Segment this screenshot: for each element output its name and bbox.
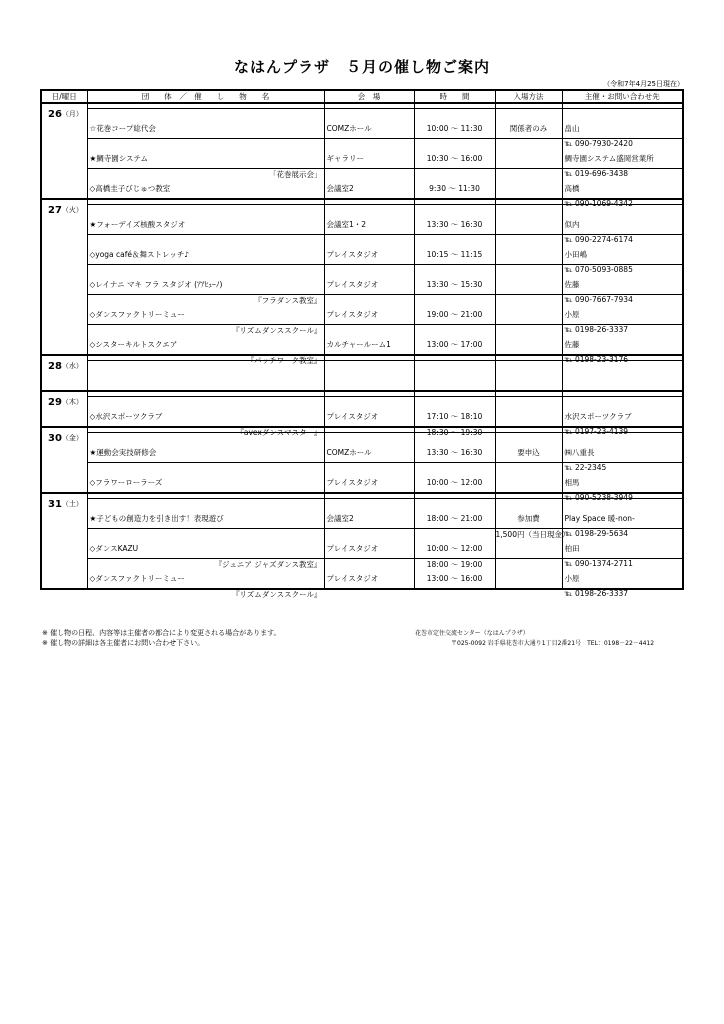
venue-cell	[324, 109, 414, 139]
event-cell	[87, 559, 324, 599]
event-entry: 関係者のみ	[509, 124, 548, 133]
contact-phone: ℡ 0197-23-4139	[564, 427, 629, 436]
day-cell	[41, 103, 87, 199]
header-entry: 入場方法	[495, 90, 562, 103]
contact-cell	[562, 295, 683, 334]
event-cell	[87, 109, 324, 139]
event-time: 13:00 ～ 17:00	[426, 340, 483, 349]
event-name: ◇ダンスKAZU	[89, 544, 139, 553]
event-venue: プレイスタジオ	[326, 280, 379, 289]
venue-cell	[324, 235, 414, 265]
time-cell	[414, 295, 495, 325]
contact-name: 佐藤	[564, 280, 580, 289]
time-cell	[414, 463, 495, 494]
event-venue: 会議室2	[326, 184, 354, 193]
schedule-table	[40, 89, 684, 599]
event-cell	[87, 463, 324, 494]
contact-name: 相馬	[564, 478, 580, 487]
time-cell	[414, 433, 495, 463]
page-title: なはんプラザ ５月の催し物ご案内	[233, 58, 490, 76]
event-time: 10:15 ～ 11:15	[426, 250, 483, 259]
contact-name: 小原	[564, 574, 580, 583]
footer-note-1: ※ 催し物の日程、内容等は主催者の都合により変更される場合があります。	[42, 629, 281, 637]
contact-name: 小原	[564, 310, 580, 319]
entry-cell	[495, 139, 562, 169]
contact-phone: ℡ 019-696-3438	[564, 169, 629, 178]
date-note: （令和7年4月25日現在）	[603, 80, 684, 88]
venue-cell	[324, 463, 414, 494]
entry-cell	[495, 325, 562, 356]
venue-cell	[324, 139, 414, 169]
event-entry: 要申込	[517, 448, 540, 457]
event-cell	[87, 235, 324, 265]
table-row	[41, 529, 683, 559]
event-name: ◇ダンスファクトリーミュー	[89, 310, 185, 319]
day-cell	[41, 493, 87, 589]
table-row	[41, 169, 683, 200]
day-cell	[41, 199, 87, 355]
contact-cell	[562, 433, 683, 472]
day-cell	[41, 355, 87, 391]
venue-cell	[324, 499, 414, 529]
event-cell	[87, 325, 324, 365]
table-row	[41, 139, 683, 169]
entry-cell	[495, 529, 570, 559]
contact-cell	[562, 463, 683, 502]
entry-cell	[495, 559, 562, 590]
event-name: ◇レイナニ マキ フラ スタジオ (ｱｱﾋｪｰﾉ)	[89, 280, 223, 289]
day-of-week: （土）	[61, 500, 83, 508]
header-contact: 主催・お問い合わせ先	[562, 90, 683, 103]
event-time: 10:00 ～ 12:00	[426, 478, 483, 487]
table-row	[41, 295, 683, 325]
event-time: 10:30 ～ 16:00	[426, 154, 483, 163]
contact-phone: ℡ 0198-26-3337	[564, 325, 629, 334]
event-cell	[87, 433, 324, 463]
event-venue: カルチャールーム1	[326, 340, 391, 349]
entry-cell	[495, 463, 562, 494]
contact-name: 佐藤	[564, 340, 580, 349]
event-subtitle: 『リズムダンススクール』	[231, 590, 322, 599]
event-venue: プレイスタジオ	[326, 544, 379, 553]
header-venue: 会 場	[324, 90, 414, 103]
event-time-2: 18:30 ～ 19:30	[426, 428, 483, 437]
event-venue: COMZホール	[326, 124, 372, 133]
table-row	[41, 433, 683, 463]
event-venue: 会議室2	[326, 514, 354, 523]
event-name: ★運動会実技研修会	[89, 448, 157, 457]
contact-phone: ℡ 090-1069-4342	[564, 199, 633, 208]
table-row	[41, 397, 683, 428]
contact-phone: ℡ 22-2345	[564, 463, 607, 472]
table-row	[41, 205, 683, 235]
contact-phone: ℡ 090-1374-2711	[564, 559, 633, 568]
event-time: 9:30 ～ 11:30	[429, 184, 480, 193]
venue-cell	[324, 295, 414, 325]
event-venue: プレイスタジオ	[326, 574, 379, 583]
day-number: 26	[48, 109, 62, 120]
event-subtitle: 『ジュニア ジャズダンス教室』	[214, 560, 322, 569]
header-time: 時 間	[414, 90, 495, 103]
contact-name: 似内	[564, 220, 580, 229]
event-venue: プレイスタジオ	[326, 412, 379, 421]
contact-phone: ℡ 0198-26-3337	[564, 589, 629, 598]
time-cell	[414, 139, 495, 169]
time-cell	[414, 235, 495, 265]
contact-name: ㈱八重長	[564, 448, 595, 457]
contact-name: 畠山	[564, 124, 580, 133]
header-event: 団 体 ／ 催 し 物 名	[87, 90, 324, 103]
contact-cell	[562, 529, 683, 568]
event-time: 19:00 ～ 21:00	[426, 310, 483, 319]
contact-phone: ℡ 090-7930-2420	[564, 139, 633, 148]
event-time: 18:00 ～ 21:00	[426, 514, 483, 523]
event-venue: プレイスタジオ	[326, 250, 379, 259]
event-cell	[87, 295, 324, 335]
event-name: ★子どもの創造力を引き出す！表現遊び	[89, 514, 224, 523]
venue-cell	[324, 559, 414, 590]
event-entry-note: 1,500円（当日現金）	[495, 530, 570, 539]
time-cell	[414, 169, 495, 200]
contact-cell	[562, 139, 683, 178]
event-venue: ギャラリー	[326, 154, 364, 163]
day-of-week: （月）	[61, 110, 83, 118]
footer-address: 〒025-0092 岩手県花巻市大通り1丁目2番21号 TEL：0198－22－4412	[451, 640, 655, 647]
event-time: 17:10 ～ 18:10	[426, 412, 483, 421]
event-venue: 会議室1・2	[326, 220, 367, 229]
contact-cell	[562, 205, 683, 244]
event-subtitle: 『リズムダンススクール』	[231, 326, 322, 335]
event-subtitle: 「花巻展示会」	[269, 170, 322, 179]
contact-phone: ℡ 090-5238-3949	[564, 493, 633, 502]
event-cell	[87, 529, 324, 569]
entry-cell	[495, 205, 562, 235]
event-venue: プレイスタジオ	[326, 478, 379, 487]
contact-cell	[562, 235, 683, 274]
event-venue: プレイスタジオ	[326, 310, 379, 319]
event-venue: COMZホール	[326, 448, 372, 457]
time-cell	[414, 529, 495, 569]
event-name: ◇シスターキルトスクエア	[89, 340, 178, 349]
contact-phone: ℡ 090-2274-6174	[564, 235, 633, 244]
table-row	[41, 109, 683, 139]
event-name: ◇水沢スポーツクラブ	[89, 412, 163, 421]
event-entry: 参加費	[517, 514, 540, 523]
header-row	[41, 90, 683, 103]
venue-cell	[324, 169, 414, 200]
event-subtitle: 『avexダンスマスター』	[236, 428, 322, 437]
event-time-2: 18:00 ～ 19:00	[426, 560, 483, 569]
time-cell	[414, 109, 495, 139]
day-of-week: （火）	[61, 206, 83, 214]
contact-cell	[562, 559, 683, 598]
entry-cell	[495, 433, 562, 463]
event-name: ★フォーデイズ核酸スタジオ	[89, 220, 186, 229]
event-cell	[87, 265, 324, 305]
event-time: 13:00 ～ 16:00	[426, 574, 483, 583]
contact-cell	[562, 109, 683, 148]
event-name: ◇yoga café＆舞ストレッチ♪	[89, 250, 190, 259]
event-time: 13:30 ～ 15:30	[426, 280, 483, 289]
footer-note-2: ※ 催し物の詳細は各主催者にお問い合わせ下さい。	[42, 639, 205, 647]
day-number: 27	[48, 205, 62, 216]
entry-cell	[495, 169, 562, 200]
day-of-week: （水）	[61, 362, 83, 370]
header-date: 日/曜日	[41, 90, 87, 103]
contact-name: 柏田	[564, 544, 580, 553]
contact-phone: ℡ 0198-29-5634	[564, 529, 629, 538]
event-name: ★鯛寺園システム	[89, 154, 148, 163]
contact-phone: ℡ 070-5093-0885	[564, 265, 633, 274]
contact-name: 高橋	[564, 184, 580, 193]
event-time: 10:00 ～ 11:30	[426, 124, 483, 133]
day-number: 31	[48, 499, 62, 510]
table-row	[41, 235, 683, 265]
event-time: 10:00 ～ 12:00	[426, 544, 483, 553]
event-cell	[87, 139, 324, 179]
contact-cell	[562, 169, 683, 208]
footer-org: 花巻市定住交流センター（なはんプラザ）	[415, 630, 529, 637]
table-row	[41, 499, 683, 529]
venue-cell	[324, 433, 414, 463]
time-cell	[414, 559, 495, 590]
venue-cell	[324, 205, 414, 235]
table-row	[41, 559, 683, 590]
entry-cell	[495, 499, 570, 539]
event-name: ☆花巻コープ総代会	[89, 124, 156, 133]
day-number: 28	[48, 361, 62, 372]
event-name: ◇ダンスファクトリーミュー	[89, 574, 185, 583]
entry-cell	[495, 397, 562, 428]
contact-cell	[562, 265, 683, 304]
contact-cell	[562, 325, 683, 364]
table-row	[41, 463, 683, 494]
contact-name: 水沢スポーツクラブ	[564, 412, 632, 421]
time-cell	[414, 397, 495, 437]
contact-cell	[562, 397, 683, 436]
event-name: ◇フラワーローラーズ	[89, 478, 163, 487]
contact-phone: ℡ 0198-23-3176	[564, 355, 629, 364]
day-number: 29	[48, 397, 62, 408]
venue-cell	[324, 325, 414, 356]
event-cell	[87, 169, 324, 200]
entry-cell	[495, 109, 562, 139]
time-cell	[414, 325, 495, 356]
day-cell	[41, 391, 87, 427]
venue-cell	[324, 397, 414, 428]
event-cell	[87, 397, 324, 437]
venue-cell	[324, 265, 414, 295]
contact-name: 鯛寺園システム盛岡営業所	[564, 154, 654, 163]
table-row	[41, 265, 683, 295]
event-name: ◇高橋圭子びじゅつ教室	[89, 184, 171, 193]
entry-cell	[495, 265, 562, 295]
venue-cell	[324, 529, 414, 559]
day-number: 30	[48, 433, 62, 444]
event-cell	[87, 205, 324, 235]
day-of-week: （金）	[61, 434, 83, 442]
event-time: 13:30 ～ 16:30	[426, 220, 483, 229]
time-cell	[414, 265, 495, 295]
entry-cell	[495, 235, 562, 265]
contact-name: Play Space 暖-non-	[564, 514, 635, 523]
event-subtitle: 『フラダンス教室』	[254, 296, 322, 305]
event-time: 13:30 ～ 16:30	[426, 448, 483, 457]
event-subtitle: 『パッチワーク教室』	[246, 356, 322, 365]
time-cell	[414, 499, 495, 529]
event-cell	[87, 499, 324, 529]
day-of-week: （木）	[61, 398, 83, 406]
day-cell	[41, 427, 87, 493]
contact-name: 小田嶋	[564, 250, 587, 259]
contact-phone: ℡ 090-7667-7934	[564, 295, 633, 304]
contact-cell	[562, 499, 683, 538]
table-row	[41, 325, 683, 356]
table-row	[41, 361, 683, 392]
entry-cell	[495, 295, 562, 325]
time-cell	[414, 205, 495, 235]
